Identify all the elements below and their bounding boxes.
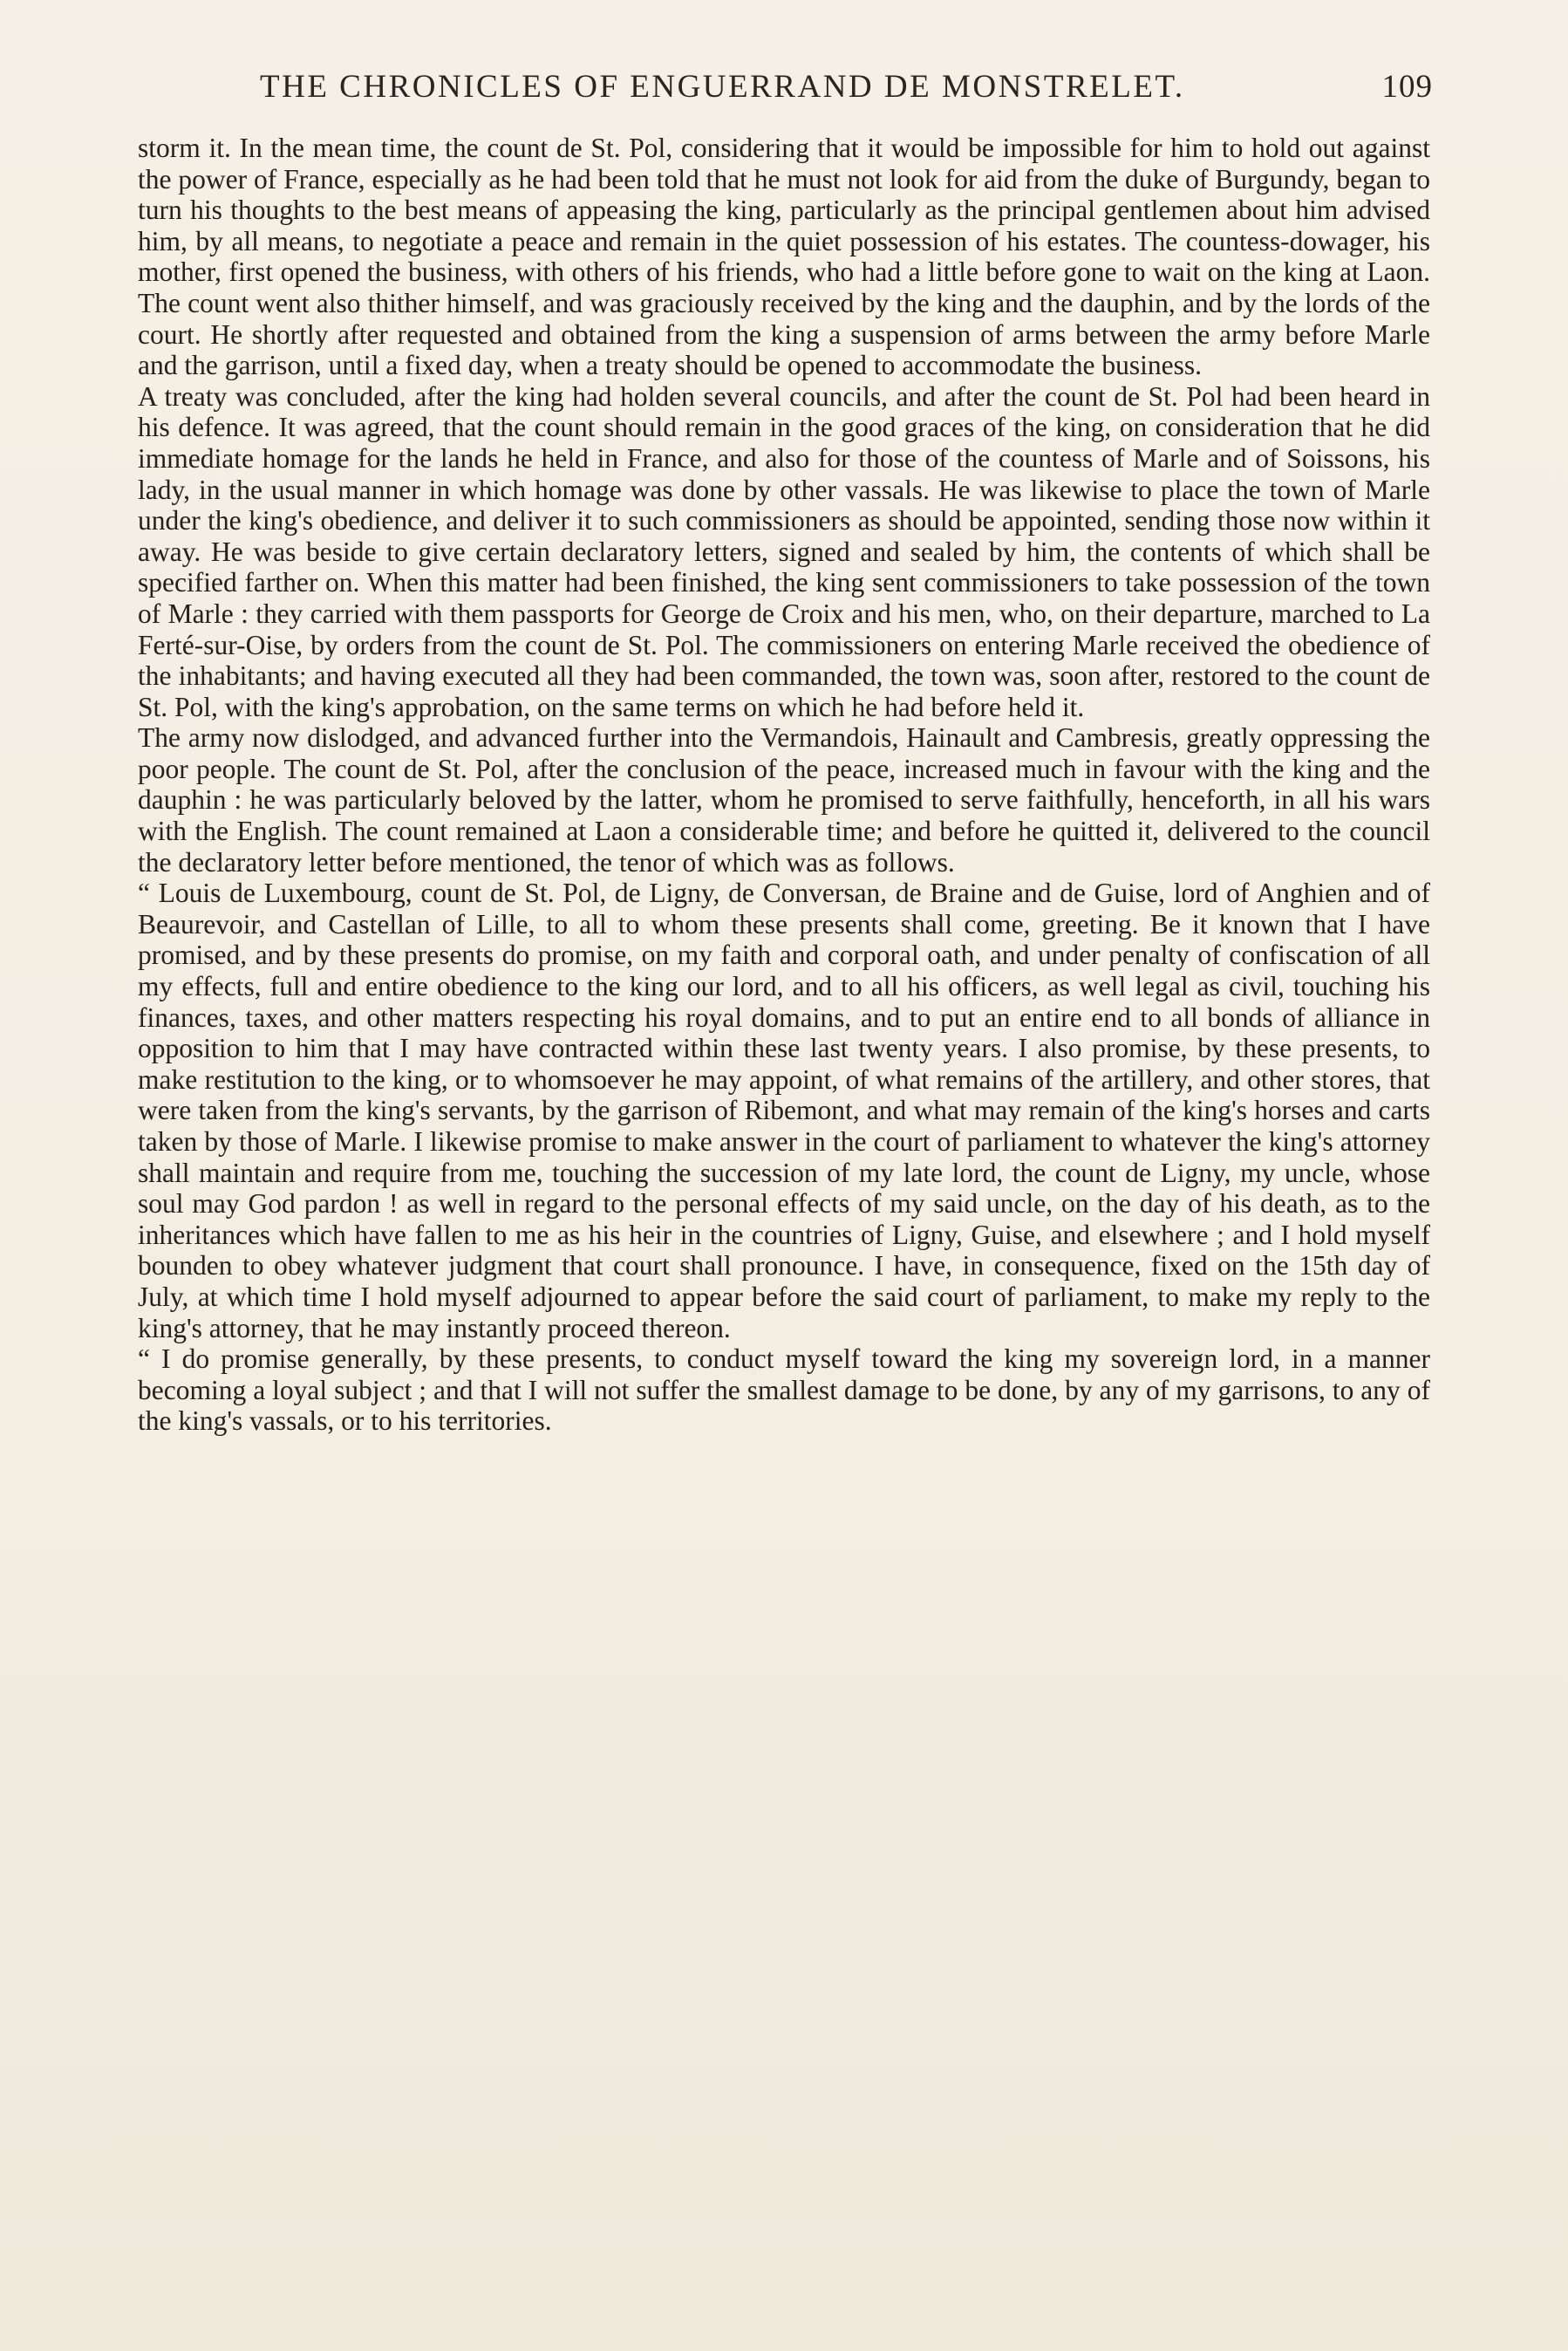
paragraph-3: The army now dislodged, and advanced further into the Vermandois, Hainault and Cambresis, greatly oppressing the poor people. The count de St. Pol, after the conclusion of the peace, increased much in favour with the king and the dauphin : he was particularly beloved by the latter, whom he promised to serve faithfully, henceforth, in all his wars with the English. The count remained at Laon a considerable time; and before he quitted it, delivered to the council the declaratory letter before mentioned, the tenor of which was as follows. — [138, 722, 1430, 878]
paragraph-2: A treaty was concluded, after the king had holden several councils, and after the count de St. Pol had been heard in his defence. It was agreed, that the count should remain in the good graces of the king, on consideration that he did immediate homage for the lands he held in France, and also for those of the countess of Marle and of Soissons, his lady, in the usual manner in which homage was done by other vassals. He was likewise to place the town of Marle under the king's obedience, and deliver it to such commissioners as should be appointed, sending those now within it away. He was beside to give certain declaratory letters, signed and sealed by him, the contents of which shall be specified farther on. When this matter had been finished, the king sent commissioners to take possession of the town of Marle : they carried with them passports for George de Croix and his men, who, on their departure, marched to La Ferté-sur-Oise, by orders from the count de St. Pol. The commissioners on entering Marle received the obedience of the inhabitants; and having executed all they had been commanded, the town was, soon after, restored to the count de St. Pol, with the king's approbation, on the same terms on which he had before held it. — [138, 380, 1430, 722]
running-header — [138, 68, 1433, 113]
paragraph-4-letter: “ Louis de Luxembourg, count de St. Pol, de Ligny, de Conversan, de Braine and de Guise, lord of Anghien and of Beaurevoir, and Castellan of Lille, to all to whom these presents shall come, greeting. Be it known that I have promised, and by these presents do promise, on my faith and corporal oath, and under penalty of confiscation of all my effects, full and entire obedience to the king our lord, and to all his officers, as well legal as civil, touching his finances, taxes, and other matters respecting his royal domains, and to put an entire end to all bonds of alliance in opposition to him that I may have contracted within these last twenty years. I also promise, by these presents, to make restitution to the king, or to whomsoever he may appoint, of what remains of the artillery, and other stores, that were taken from the king's servants, by the garrison of Ribemont, and what may remain of the king's horses and carts taken by those of Marle. I likewise promise to make answer in the court of parliament to whatever the king's attorney shall maintain and require from me, touching the succession of my late lord, the count de Ligny, my uncle, whose soul may God pardon ! as well in regard to the personal effects of my said uncle, on the day of his death, as to the inheritances which have fallen to me as his heir in the countries of Ligny, Guise, and elsewhere ; and I hold myself bounden to obey whatever judgment that court shall pronounce. I have, in consequence, fixed on the 15th day of July, at which time I hold myself adjourned to appear before the said court of parliament, to make my reply to the king's attorney, that he may instantly proceed thereon. — [138, 878, 1430, 1343]
paragraph-5-letter: “ I do promise generally, by these presents, to conduct myself toward the king my sovereign lord, in a manner becoming a loyal subject ; and that I will not suffer the smallest damage to be done, by any of my garrisons, to any of the king's vassals, or to his territories. — [138, 1343, 1430, 1437]
page-number: 109 — [1381, 69, 1433, 105]
running-title: THE CHRONICLES OF ENGUERRAND DE MONSTRELET. — [260, 69, 1185, 105]
body-text — [138, 133, 1430, 1437]
paragraph-1: storm it. In the mean time, the count de St. Pol, considering that it would be impossible for him to hold out against the power of France, especially as he had been told that he must not look for aid from the duke of Burgundy, began to turn his thoughts to the best means of appeasing the king, particularly as the principal gentlemen about him advised him, by all means, to negotiate a peace and remain in the quiet possession of his estates. The countess-dowager, his mother, first opened the business, with others of his friends, who had a little before gone to wait on the king at Laon. The count went also thither himself, and was graciously received by the king and the dauphin, and by the lords of the court. He shortly after requested and obtained from the king a suspension of arms between the army before Marle and the garrison, until a fixed day, when a treaty should be opened to accommodate the business. — [138, 133, 1430, 381]
